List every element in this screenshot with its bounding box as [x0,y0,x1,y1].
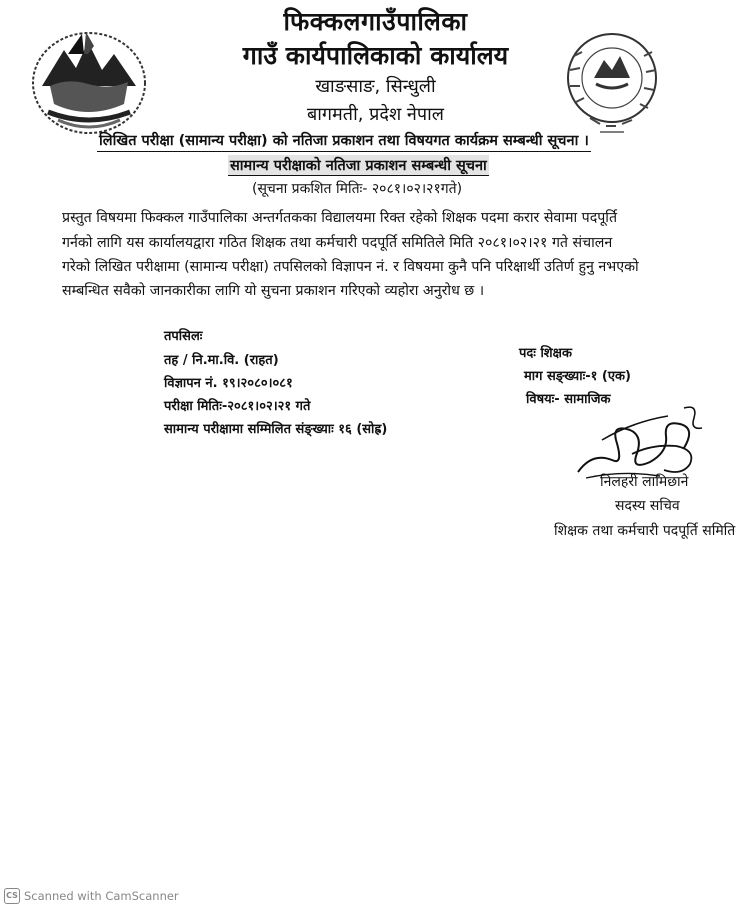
camscanner-logo-icon: CS [4,888,20,904]
signatory-title: सदस्य सचिव [615,498,680,514]
published-date: (सूचना प्रकशित मितिः- २०८१।०२।२१गते) [252,181,463,197]
scanner-watermark [4,888,179,904]
detail-demand-count: माग सङ्ख्याः-१ (एक) [524,369,631,384]
body-line-2: गर्नको लागि यस कार्यालयद्वारा गठित शिक्षक तथा कर्मचारी पदपूर्ति समितिले मिति २०८१।०२।२१ गते संचालन [62,235,613,251]
body-line-4: सम्बन्धित सवैको जानकारीका लागि यो सुचना प्रकाशन गरिएको व्यहोरा अनुरोध छ । [62,283,485,299]
office-name: गाउँ कार्यपालिकाको कार्यालय [242,41,509,70]
detail-exam-date: परीक्षा मितिः-२०८१।०२।२१ गते [164,399,311,414]
detail-level: तह / नि.मा.वि. (राहत) [164,353,279,368]
body-line-3: गरेको लिखित परीक्षामा (सामान्य परीक्षा) तपसिलको विज्ञापन नं. र विषयमा कुनै पनि परिक्षार्थी उतिर्ण हुनु नभएको [62,259,639,275]
notice-heading: सामान्य परीक्षाको नतिजा प्रकाशन सम्बन्धी सूचना [228,155,489,176]
committee-name: शिक्षक तथा कर्मचारी पदपूर्ति समिति [554,523,736,539]
detail-subject-area: विषयः- सामाजिक [526,392,611,407]
detail-advertisement-no: विज्ञापन नं. १९।२०८०।०८१ [164,376,293,391]
body-line-1: प्रस्तुत विषयमा फिक्कल गाउँपालिका अन्तर्गतकका विद्यालयमा रिक्त रहेको शिक्षक पदमा करार सेवामा पदपूर्ति [62,210,618,226]
address-line-2: बागमती, प्रदेश नेपाल [306,104,445,125]
detail-participants: सामान्य परीक्षामा सम्मिलित संङ्ख्याः १६ (सोह्र) [164,422,388,437]
address-line-1: खाङसाङ, सिन्धुली [315,76,436,97]
details-heading: तपसिलः [164,329,203,344]
detail-post: पदः शिक्षक [519,346,572,361]
signatory-name: निलहरी लामिछाने [600,474,689,490]
watermark-text: Scanned with CamScanner [24,889,179,903]
municipality-name: फिक्कलगाउँपालिका [283,7,468,36]
notice-subject: लिखित परीक्षा (सामान्य परीक्षा) को नतिजा प्रकाशन तथा विषयगत कार्यक्रम सम्बन्धी सूचना । [97,130,591,152]
